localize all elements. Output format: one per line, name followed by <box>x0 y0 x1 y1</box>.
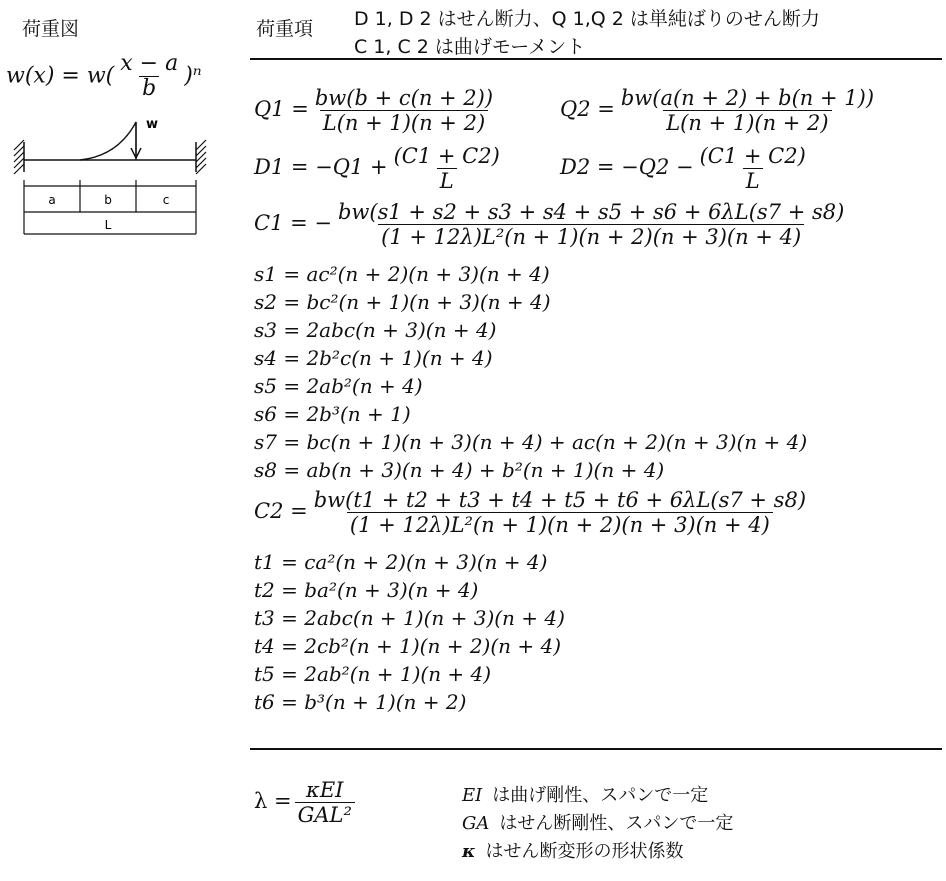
t1-formula: t1 = ca²(n + 2)(n + 3)(n + 4) <box>254 550 548 574</box>
s2-formula: s2 = bc²(n + 1)(n + 3)(n + 4) <box>254 290 551 314</box>
span-label: L <box>104 218 112 232</box>
definition-ei: EI は曲げ剛性、スパンで一定 <box>462 785 709 806</box>
t2-formula: t2 = ba²(n + 3)(n + 4) <box>254 578 479 602</box>
s7-formula: s7 = bc(n + 1)(n + 3)(n + 4) + ac(n + 2)(n + 3)(n + 4) <box>254 430 808 454</box>
definition-kappa: κ はせん断変形の形状係数 <box>462 841 684 862</box>
s-terms-list <box>254 260 807 484</box>
segment-b-label: b <box>104 193 112 207</box>
load-terms-title: 荷重項 <box>256 18 314 40</box>
definitions-list <box>462 782 733 866</box>
segment-c-label: c <box>162 193 170 207</box>
definition-ga: GA はせん断剛性、スパンで一定 <box>462 813 734 834</box>
q2-formula: Q2 = $\frac{bw(a(n + 2) + b(n + 1))}{L(n + 1)(n + 2)}$ <box>560 86 875 135</box>
d2-formula: D2 = −Q2 − $\frac{(C1 + C2)}{L}$ <box>560 144 806 193</box>
s1-formula: s1 = ac²(n + 2)(n + 3)(n + 4) <box>254 262 550 286</box>
t4-formula: t4 = 2cb²(n + 1)(n + 2)(n + 4) <box>254 634 562 658</box>
s6-formula: s6 = 2b³(n + 1) <box>254 402 411 426</box>
load-function-formula: w(x) = w( $\frac{x - a}{b}$ )ⁿ <box>6 51 202 101</box>
d1-formula: D1 = −Q1 + $\frac{(C1 + C2)}{L}$ <box>254 144 500 193</box>
t5-formula: t5 = 2ab²(n + 1)(n + 4) <box>254 662 492 686</box>
header-description-line2: C 1, C 2 は曲げモーメント <box>354 36 586 58</box>
footer-divider <box>250 748 942 750</box>
lambda-formula: λ = $\frac{\text{κEI}}{\text{GAL²}}$ <box>254 778 358 827</box>
load-diagram-title: 荷重図 <box>22 18 80 40</box>
header-divider <box>250 58 942 60</box>
load-label: w <box>146 117 159 132</box>
t3-formula: t3 = 2abc(n + 1)(n + 3)(n + 4) <box>254 606 565 630</box>
load-curve <box>80 122 136 160</box>
q1-formula: Q1 = $\frac{bw(b + c(n + 2))}{L(n + 1)(n + 2)}$ <box>254 86 494 135</box>
header-description-line1: D 1, D 2 はせん断力、Q 1,Q 2 は単純ばりのせん断力 <box>354 8 820 30</box>
s5-formula: s5 = 2ab²(n + 4) <box>254 374 423 398</box>
segment-a-label: a <box>48 193 56 207</box>
s8-formula: s8 = ab(n + 3)(n + 4) + b²(n + 1)(n + 4) <box>254 458 665 482</box>
right-fixed-support <box>196 140 206 174</box>
c2-formula: C2 = $\frac{bw(t1 + t2 + t3 + t4 + t5 + t6 + 6\lambda L(s7 + s8)}{\text{(1 + 12λ)L²(n + 1)(n + 2)(n + 3)(n + 4)}}$ <box>254 488 807 537</box>
t6-formula: t6 = b³(n + 1)(n + 2) <box>254 690 467 714</box>
beam-load-diagram <box>8 110 218 240</box>
s4-formula: s4 = 2b²c(n + 1)(n + 4) <box>254 346 493 370</box>
s3-formula: s3 = 2abc(n + 3)(n + 4) <box>254 318 497 342</box>
c1-formula: C1 = − $\frac{bw(s1 + s2 + s3 + s4 + s5 + s6 + 6\lambda L(s7 + s8)}{\text{(1 + 12λ)L²(n + 1)(n + 2)(n + 3)(n + 4)}}$ <box>254 200 845 249</box>
left-fixed-support <box>14 140 24 174</box>
t-terms-list <box>254 548 565 716</box>
